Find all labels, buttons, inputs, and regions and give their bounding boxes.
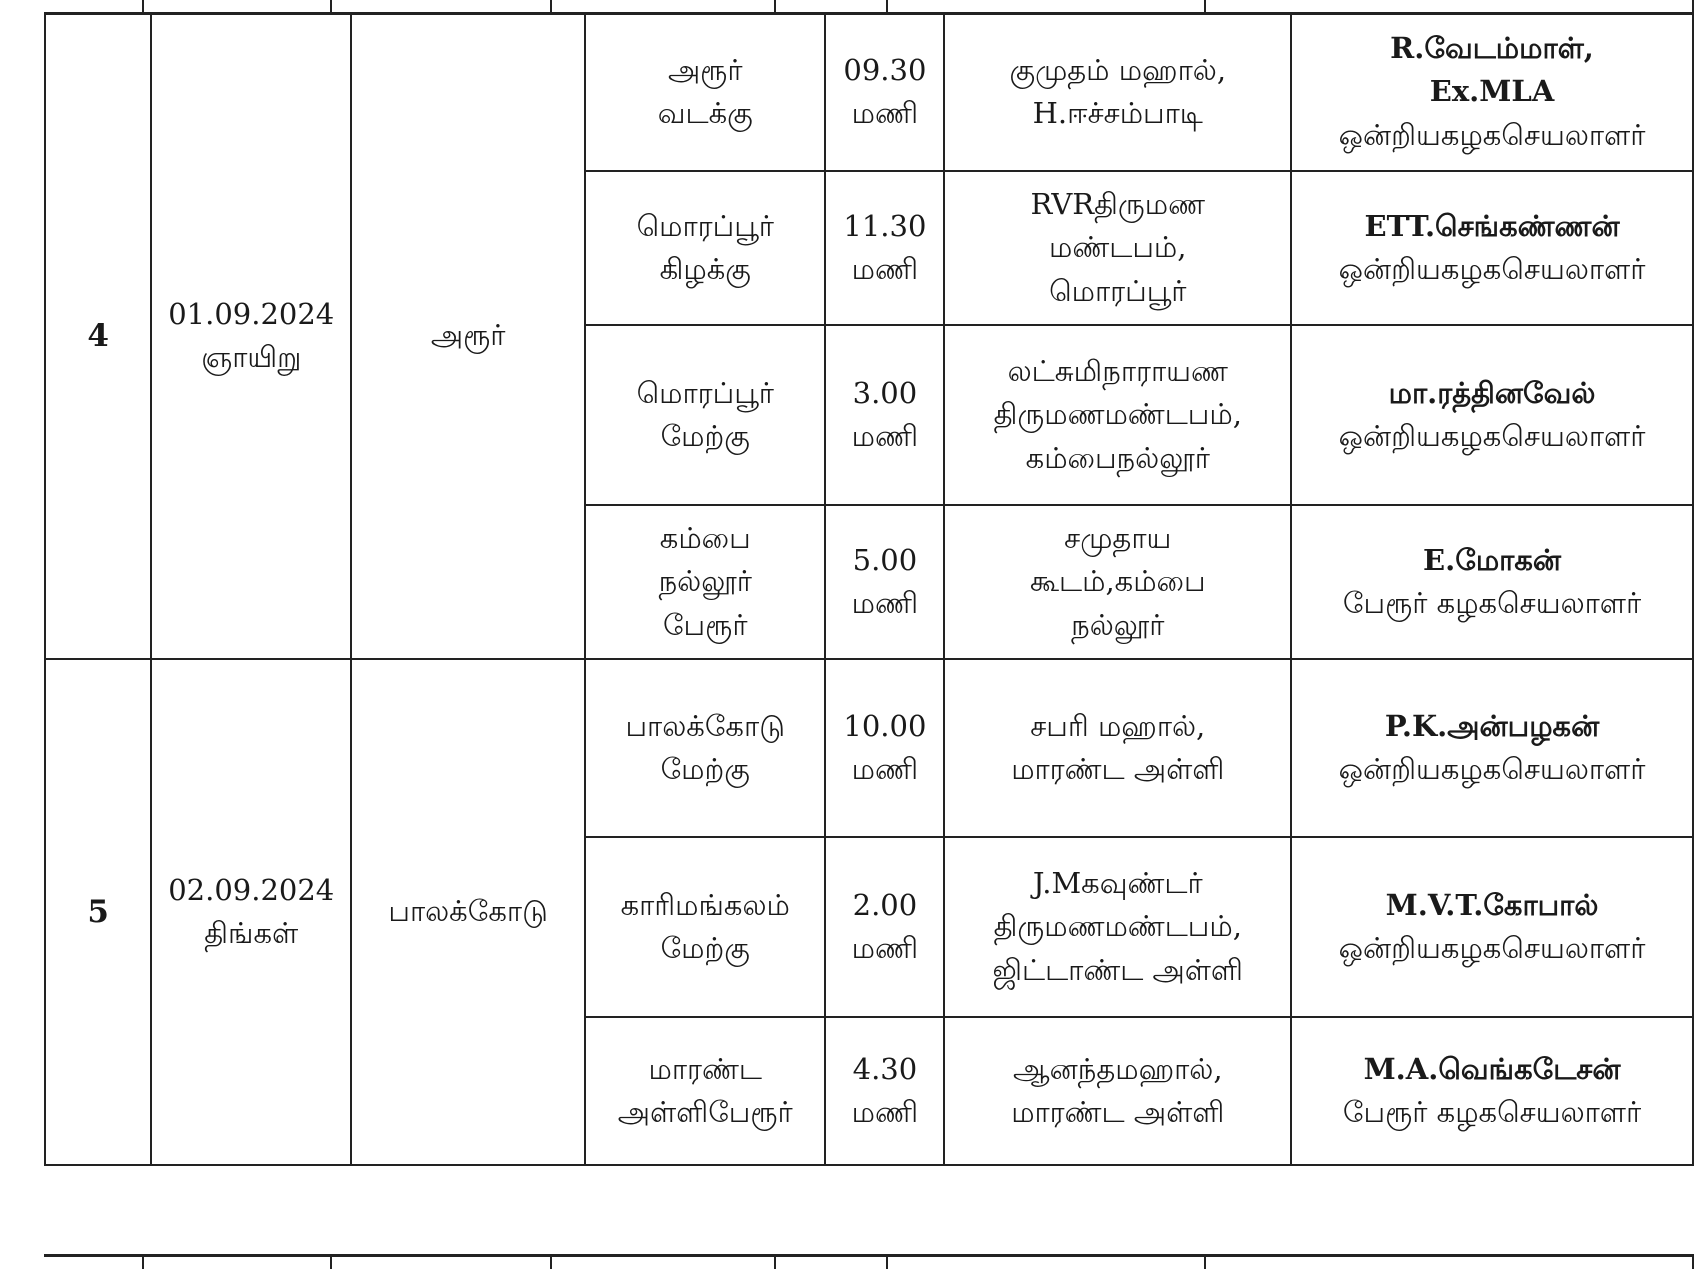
- venue-line: திருமணமண்டபம்,: [993, 909, 1242, 944]
- area-line: மேற்கு: [660, 752, 750, 786]
- schedule-table: [44, 12, 1694, 1166]
- time-line: 10.00: [843, 708, 927, 743]
- person-cell: [1291, 171, 1693, 325]
- date-text: 01.09.2024: [168, 296, 335, 331]
- day-text: ஞாயிறு: [201, 340, 302, 374]
- person-role: ஒன்றியகழகசெயலாளர்: [1338, 419, 1646, 453]
- time-line: மணி: [851, 931, 919, 965]
- person-role: ஒன்றியகழகசெயலாளர்: [1338, 752, 1646, 786]
- time-cell: [825, 505, 944, 659]
- area-line: அரூர்: [667, 52, 743, 87]
- venue-line: J.Mகவுண்டர்: [1032, 865, 1203, 900]
- person-name: E.மோகன்: [1423, 542, 1561, 577]
- table-row: [45, 13, 1693, 171]
- time-cell: [825, 1017, 944, 1165]
- table-row: [45, 659, 1693, 837]
- time-line: மணி: [851, 96, 919, 130]
- venue-cell: [944, 13, 1291, 171]
- time-line: 2.00: [852, 887, 918, 922]
- time-cell: [825, 325, 944, 505]
- area-cell: [585, 505, 825, 659]
- person-name: P.K.அன்பழகன்: [1384, 708, 1600, 743]
- area-line: வடக்கு: [657, 96, 753, 130]
- time-line: மணி: [851, 419, 919, 453]
- person-name: R.வேடம்மாள்,: [1390, 30, 1594, 65]
- venue-line: லட்சுமிநாராயண: [1007, 353, 1228, 388]
- person-role: ஒன்றியகழகசெயலாளர்: [1338, 252, 1646, 286]
- person-name: Ex.MLA: [1429, 74, 1555, 109]
- person-cell: [1291, 659, 1693, 837]
- time-cell: [825, 659, 944, 837]
- serial-number-cell: 4: [45, 13, 151, 659]
- time-cell: [825, 13, 944, 171]
- person-role: ஒன்றியகழகசெயலாளர்: [1338, 117, 1646, 152]
- area-cell: [585, 837, 825, 1017]
- venue-line: H.ஈச்சம்பாடி: [1032, 96, 1203, 130]
- time-line: 11.30: [843, 208, 927, 243]
- person-name: M.A.வெங்கடேசன்: [1363, 1051, 1621, 1086]
- person-cell: [1291, 837, 1693, 1017]
- time-cell: [825, 837, 944, 1017]
- person-name: M.V.T.கோபால்: [1385, 887, 1599, 922]
- area-cell: [585, 659, 825, 837]
- area-line: கிழக்கு: [659, 252, 751, 286]
- venue-line: மொரப்பூர்: [1049, 273, 1187, 308]
- time-line: மணி: [851, 752, 919, 786]
- person-cell: [1291, 505, 1693, 659]
- area-line: மொரப்பூர்: [636, 208, 774, 243]
- venue-line: கூடம்,கம்பை: [1029, 564, 1206, 599]
- venue-line: மாரண்ட அள்ளி: [1011, 1095, 1225, 1129]
- area-line: மாரண்ட: [648, 1051, 762, 1086]
- venue-line: சபரி மஹால்,: [1030, 708, 1206, 743]
- area-line: மேற்கு: [660, 419, 750, 453]
- venue-cell: [944, 171, 1291, 325]
- serial-number-cell: 5: [45, 659, 151, 1165]
- person-name: ETT.செங்கண்ணன்: [1364, 208, 1620, 243]
- area-line: மேற்கு: [660, 931, 750, 965]
- area-line: காரிமங்கலம்: [620, 887, 790, 922]
- time-line: 3.00: [852, 375, 918, 410]
- area-line: கம்பை: [659, 520, 751, 555]
- date-cell: [151, 13, 351, 659]
- venue-line: மண்டபம்,: [1049, 230, 1187, 265]
- person-cell: [1291, 325, 1693, 505]
- venue-cell: [944, 1017, 1291, 1165]
- venue-line: சமுதாய: [1064, 520, 1172, 555]
- venue-line: குமுதம் மஹால்,: [1009, 52, 1227, 87]
- person-role: பேரூர் கழகசெயலாளர்: [1342, 1095, 1642, 1129]
- day-text: திங்கள்: [204, 916, 299, 950]
- venue-cell: [944, 659, 1291, 837]
- union-cell: அரூர்: [351, 13, 585, 659]
- venue-cell: [944, 325, 1291, 505]
- time-line: 09.30: [843, 52, 927, 87]
- venue-line: RVRதிருமண: [1030, 186, 1205, 221]
- person-name: மா.ரத்தினவேல்: [1388, 375, 1596, 410]
- venue-line: திருமணமண்டபம்,: [993, 397, 1242, 432]
- venue-line: கம்பைநல்லூர்: [1025, 440, 1210, 475]
- time-line: மணி: [851, 252, 919, 286]
- area-line: அள்ளிபேரூர்: [617, 1095, 793, 1129]
- time-line: 4.30: [852, 1051, 918, 1086]
- time-line: 5.00: [852, 542, 918, 577]
- area-line: நல்லூர்: [658, 564, 752, 599]
- person-role: ஒன்றியகழகசெயலாளர்: [1338, 931, 1646, 965]
- date-cell: [151, 659, 351, 1165]
- area-line: பாலக்கோடு: [625, 708, 785, 743]
- person-role: பேரூர் கழகசெயலாளர்: [1342, 586, 1642, 620]
- time-cell: [825, 171, 944, 325]
- time-line: மணி: [851, 1095, 919, 1129]
- venue-line: ஜிட்டாண்ட அள்ளி: [992, 952, 1243, 987]
- venue-cell: [944, 505, 1291, 659]
- next-row-fragment: [44, 1254, 1694, 1269]
- area-cell: [585, 171, 825, 325]
- venue-line: மாரண்ட அள்ளி: [1011, 752, 1225, 786]
- person-cell: [1291, 13, 1693, 171]
- area-cell: [585, 325, 825, 505]
- person-cell: [1291, 1017, 1693, 1165]
- date-text: 02.09.2024: [168, 872, 335, 907]
- area-line: பேரூர்: [662, 607, 748, 642]
- area-cell: [585, 13, 825, 171]
- time-line: மணி: [851, 586, 919, 620]
- venue-cell: [944, 837, 1291, 1017]
- union-cell: பாலக்கோடு: [351, 659, 585, 1165]
- venue-line: நல்லூர்: [1071, 607, 1165, 642]
- area-cell: [585, 1017, 825, 1165]
- area-line: மொரப்பூர்: [636, 375, 774, 410]
- venue-line: ஆனந்தமஹால்,: [1012, 1051, 1223, 1086]
